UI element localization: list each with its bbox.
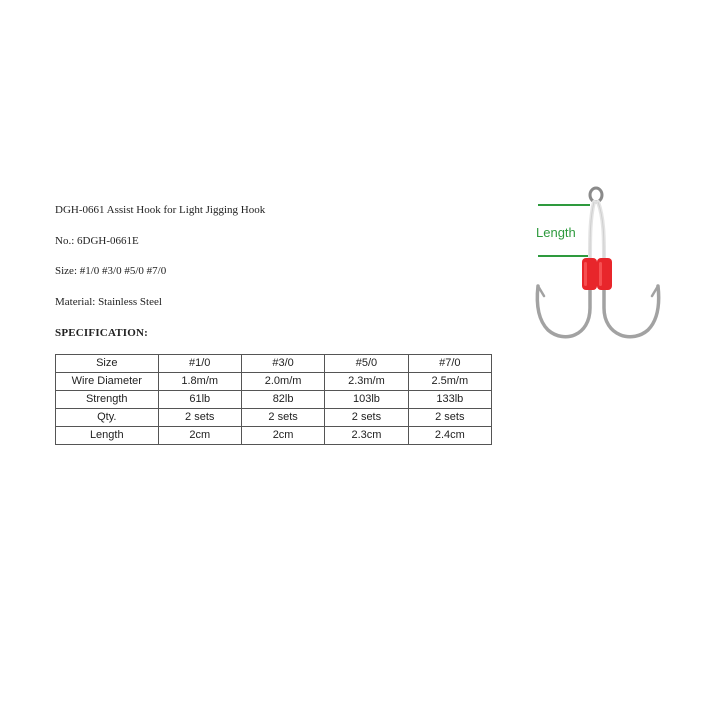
table-cell: Wire Diameter	[56, 373, 159, 391]
specification-heading: SPECIFICATION:	[55, 327, 149, 339]
table-header-cell: #1/0	[158, 355, 241, 373]
specification-table	[55, 354, 492, 445]
table-cell: 2.4cm	[408, 427, 491, 445]
length-label: Length	[536, 225, 576, 240]
table-row	[56, 373, 492, 391]
table-header-cell: #5/0	[325, 355, 408, 373]
table-cell: 2cm	[241, 427, 324, 445]
table-cell: 2 sets	[158, 409, 241, 427]
right-hook	[604, 286, 659, 337]
table-row	[56, 409, 492, 427]
table-cell: 2.5m/m	[408, 373, 491, 391]
table-row	[56, 391, 492, 409]
table-cell: 2 sets	[408, 409, 491, 427]
product-title: DGH-0661 Assist Hook for Light Jigging Hook	[55, 204, 266, 216]
table-cell: 2 sets	[241, 409, 324, 427]
table-header-cell: #7/0	[408, 355, 491, 373]
product-sizes: Size: #1/0 #3/0 #5/0 #7/0	[55, 265, 167, 277]
table-cell: 61lb	[158, 391, 241, 409]
table-cell: 2.3cm	[325, 427, 408, 445]
table-cell: 82lb	[241, 391, 324, 409]
table-cell: 133lb	[408, 391, 491, 409]
assist-hook-image	[520, 178, 680, 348]
table-cell: 2.0m/m	[241, 373, 324, 391]
left-hook	[537, 286, 590, 337]
table-header-row	[56, 355, 492, 373]
product-material: Material: Stainless Steel	[55, 296, 162, 308]
product-number: No.: 6DGH-0661E	[55, 235, 139, 247]
table-header-cell: Size	[56, 355, 159, 373]
table-cell: 2cm	[158, 427, 241, 445]
table-cell: 2.3m/m	[325, 373, 408, 391]
table-cell: Qty.	[56, 409, 159, 427]
table-row	[56, 427, 492, 445]
table-cell: 2 sets	[325, 409, 408, 427]
table-cell: 1.8m/m	[158, 373, 241, 391]
table-cell: Length	[56, 427, 159, 445]
table-cell: 103lb	[325, 391, 408, 409]
table-cell: Strength	[56, 391, 159, 409]
eyelet-ring	[590, 188, 602, 202]
table-header-cell: #3/0	[241, 355, 324, 373]
